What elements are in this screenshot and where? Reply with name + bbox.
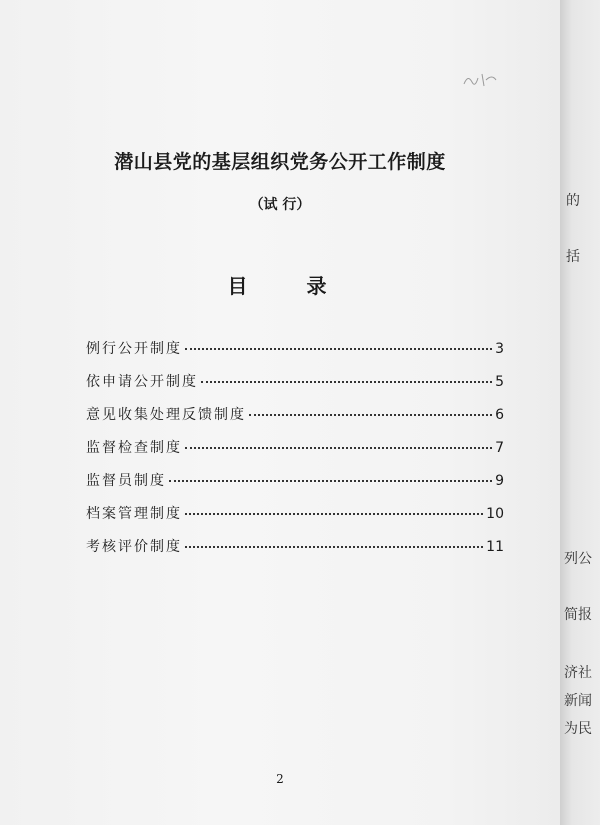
table-of-contents [86, 338, 504, 569]
toc-item-page: 11 [486, 539, 504, 555]
adjacent-page-text: 济社 [564, 665, 592, 681]
toc-item-page: 6 [495, 407, 504, 423]
toc-item-page: 7 [495, 440, 504, 456]
page-number: 2 [276, 772, 284, 786]
adjacent-page-text: 列公 [564, 551, 592, 567]
dot-leader [185, 447, 492, 449]
toc-item-page: 5 [495, 374, 504, 390]
document-title: 潜山县党的基层组织党务公开工作制度 [114, 151, 446, 173]
adjacent-page-text: 的 [566, 193, 580, 209]
dot-leader [201, 381, 492, 383]
toc-item-page: 10 [486, 506, 504, 522]
dot-leader [169, 480, 492, 482]
adjacent-page-text: 为民 [564, 721, 592, 737]
toc-item-label: 监督检查制度 [86, 440, 182, 456]
toc-item [86, 470, 504, 503]
toc-item-label: 考核评价制度 [86, 539, 182, 555]
dot-leader [185, 546, 483, 548]
adjacent-page-text: 简报 [564, 607, 592, 623]
toc-heading: 目 录 [227, 274, 353, 298]
toc-item-label: 档案管理制度 [86, 506, 182, 522]
document-subtitle: （试 行） [249, 197, 311, 213]
toc-item-label: 例行公开制度 [86, 341, 182, 357]
toc-item-label: 依申请公开制度 [86, 374, 198, 390]
toc-item [86, 437, 504, 470]
toc-item [86, 371, 504, 404]
toc-item [86, 536, 504, 569]
toc-item [86, 404, 504, 437]
toc-item [86, 338, 504, 371]
adjacent-page-text: 括 [566, 249, 580, 265]
adjacent-page-edge [560, 0, 600, 825]
toc-item-label: 意见收集处理反馈制度 [86, 407, 246, 423]
dot-leader [249, 414, 492, 416]
dot-leader [185, 513, 483, 515]
toc-item-label: 监督员制度 [86, 473, 166, 489]
toc-item-page: 9 [495, 473, 504, 489]
toc-item-page: 3 [495, 341, 504, 357]
dot-leader [185, 348, 492, 350]
pencil-mark-icon [462, 66, 502, 94]
adjacent-page-text: 新闻 [564, 693, 592, 709]
toc-item [86, 503, 504, 536]
